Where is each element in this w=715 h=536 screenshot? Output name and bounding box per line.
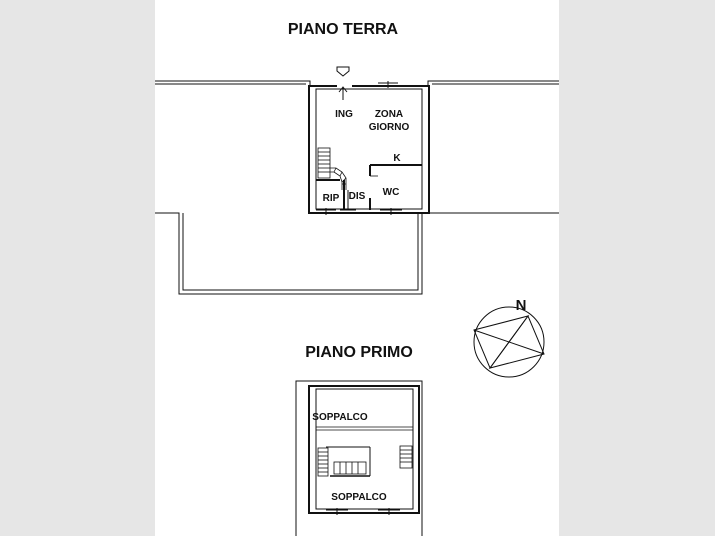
room-label-hallway: DIS (348, 191, 366, 202)
room-label-living-line2: GIORNO (368, 122, 410, 133)
entrance-door (337, 86, 352, 100)
first-floor-walls (296, 381, 422, 536)
window-bottom-center (340, 210, 356, 213)
entrance-arrow-icon (337, 67, 349, 76)
room-label-loft-upper: SOPPALCO (312, 412, 368, 423)
first-floor-stairs (318, 446, 412, 476)
ground-floor-plot (155, 81, 559, 294)
ground-floor-stairs (318, 148, 346, 190)
compass-rose (474, 307, 544, 377)
room-label-kitchen: K (393, 153, 401, 164)
first-floor-title: PIANO PRIMO (305, 344, 413, 361)
ground-floor-title: PIANO TERRA (287, 21, 399, 38)
compass-north-label: N (515, 297, 527, 314)
room-label-entrance: ING (335, 109, 353, 120)
room-label-bathroom: WC (382, 187, 400, 198)
room-label-storage: RIP (322, 193, 340, 204)
room-label-loft-lower: SOPPALCO (331, 492, 387, 503)
room-label-living-line1: ZONA (374, 109, 404, 120)
